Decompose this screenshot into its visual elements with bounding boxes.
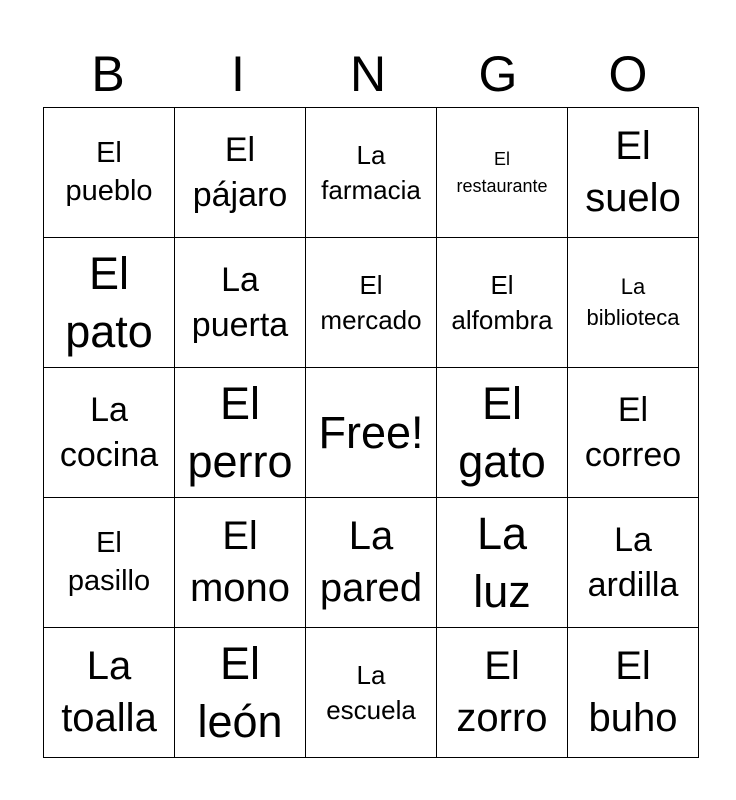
cell-text: El pájaro: [192, 131, 288, 214]
bingo-cell: [175, 498, 306, 628]
bingo-cell: [175, 108, 306, 238]
grid-row: [44, 238, 699, 368]
bingo-cell: [44, 368, 175, 498]
cell-text: La puerta: [191, 261, 289, 344]
cell-text: El mono: [189, 514, 291, 610]
cell-text: El pueblo: [65, 136, 153, 207]
bingo-cell: [175, 238, 306, 368]
bingo-cell: [306, 498, 437, 628]
bingo-cell: [44, 498, 175, 628]
header-letter-o: O: [608, 46, 648, 102]
cell-text: La ardilla: [587, 521, 679, 604]
header-letter-g: G: [478, 46, 518, 102]
grid-row: [44, 108, 699, 238]
bingo-header: [43, 42, 693, 106]
cell-text: La escuela: [326, 660, 416, 725]
cell-text: El restaurante: [456, 149, 548, 196]
cell-text: El gato: [458, 377, 546, 487]
cell-text: La pared: [319, 514, 423, 610]
cell-text: La farmacia: [321, 140, 421, 205]
grid-row: [44, 498, 699, 628]
cell-text: El perro: [187, 377, 293, 487]
cell-text: La toalla: [61, 644, 157, 740]
bingo-cell: [44, 108, 175, 238]
header-letter-i: I: [231, 46, 245, 102]
bingo-grid: [43, 107, 699, 758]
cell-text: El pato: [65, 247, 153, 357]
bingo-cell: [175, 368, 306, 498]
cell-text: El suelo: [585, 124, 681, 220]
bingo-cell: [306, 108, 437, 238]
cell-text: La biblioteca: [586, 273, 680, 330]
cell-text: El buho: [588, 644, 678, 740]
bingo-cell: [306, 628, 437, 758]
bingo-cell: [568, 498, 699, 628]
bingo-cell: [437, 108, 568, 238]
header-letter-n: N: [349, 46, 387, 102]
bingo-cell: [568, 108, 699, 238]
bingo-cell: [568, 628, 699, 758]
bingo-cell: [175, 628, 306, 758]
grid-row: [44, 368, 699, 498]
bingo-cell: [44, 628, 175, 758]
bingo-cell: [306, 238, 437, 368]
grid-row: [44, 628, 699, 758]
cell-text: La luz: [473, 507, 531, 617]
bingo-cell: [437, 238, 568, 368]
bingo-cell: [437, 368, 568, 498]
bingo-cell: [44, 238, 175, 368]
bingo-cell: [568, 238, 699, 368]
cell-text: El correo: [584, 391, 682, 474]
cell-text: La cocina: [59, 391, 159, 474]
bingo-cell: [568, 368, 699, 498]
free-space-cell: [306, 368, 437, 498]
free-space-text: Free!: [318, 406, 424, 458]
cell-text: El pasillo: [67, 526, 151, 597]
cell-text: El zorro: [456, 644, 548, 740]
cell-text: El mercado: [320, 270, 422, 335]
cell-text: El alfombra: [451, 270, 553, 335]
header-letter-b: B: [91, 46, 125, 102]
bingo-cell: [437, 628, 568, 758]
cell-text: El león: [197, 637, 283, 747]
bingo-cell: [437, 498, 568, 628]
